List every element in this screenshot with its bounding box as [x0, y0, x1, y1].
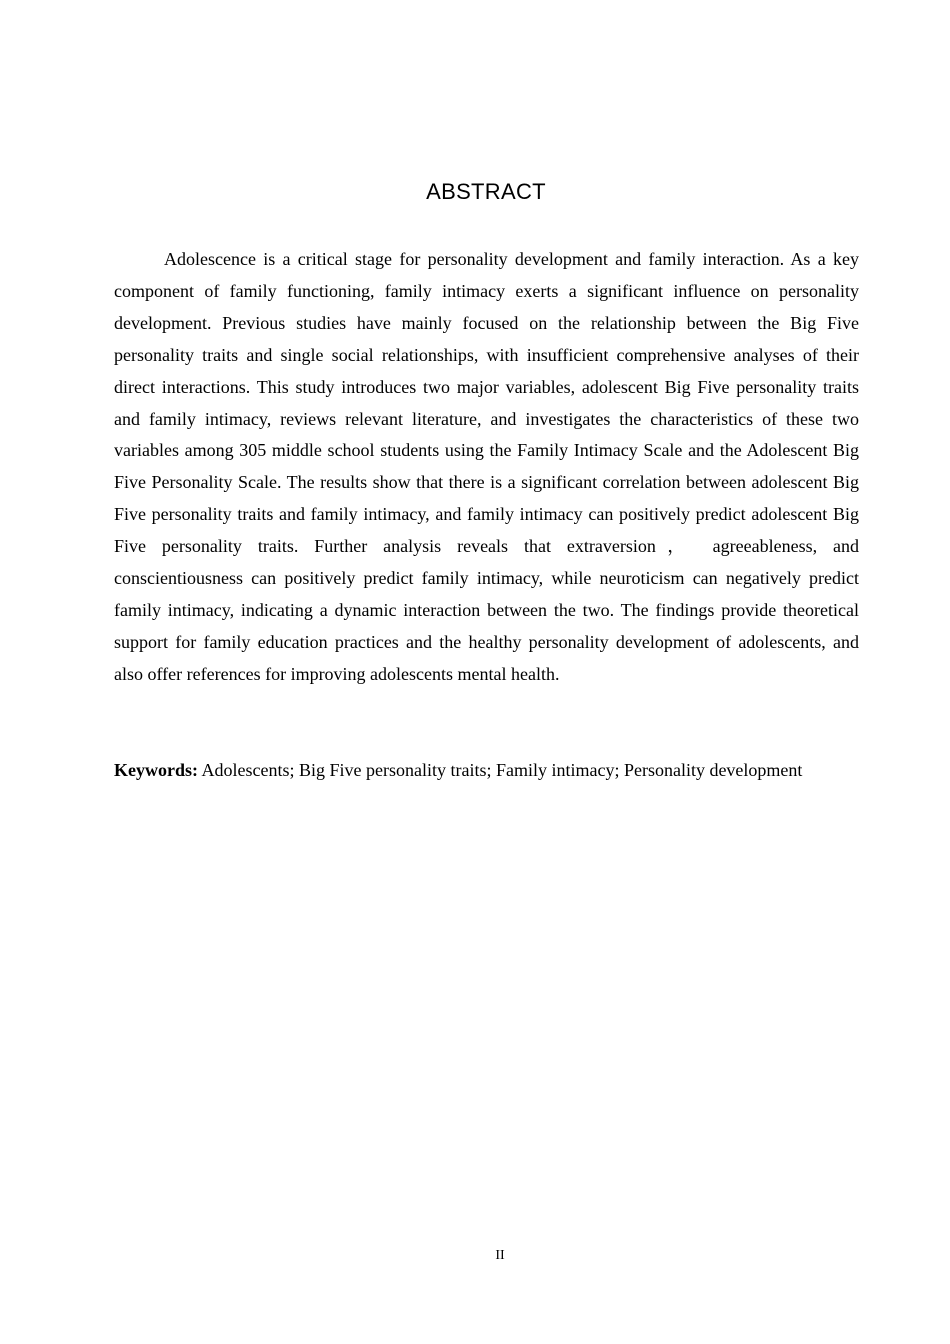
- keywords-line: [114, 755, 859, 787]
- keywords-label: Keywords:: [114, 760, 198, 780]
- page-number: II: [495, 1248, 505, 1263]
- keywords-list: Adolescents; Big Five personality traits; Family intimacy; Personality development: [198, 760, 803, 780]
- abstract-paragraph: Adolescence is a critical stage for personality development and family interaction. As a key component of family functioning, family intimacy exerts a significant influence on personality development. Previous studies have mainly focused on the relationship between the Big Five personality traits and single social relationships, with insufficient comprehensive analyses of their direct interactions. This study introduces two major variables, adolescent Big Five personality traits and family intimacy, reviews relevant literature, and investigates the characteristics of these two variables among 305 middle school students using the Family Intimacy Scale and the Adolescent Big Five Personality Scale. The results show that there is a significant correlation between adolescent Big Five personality traits and family intimacy, and family intimacy can positively predict adolescent Big Five personality traits. Further analysis reveals that extraversion， agreeableness, and conscientiousness can positively predict family intimacy, while neuroticism can negatively predict family intimacy, indicating a dynamic interaction between the two. The findings provide theoretical support for family education practices and the healthy personality development of adolescents, and also offer references for improving adolescents mental health.: [114, 249, 859, 684]
- abstract-title: ABSTRACT: [426, 179, 546, 204]
